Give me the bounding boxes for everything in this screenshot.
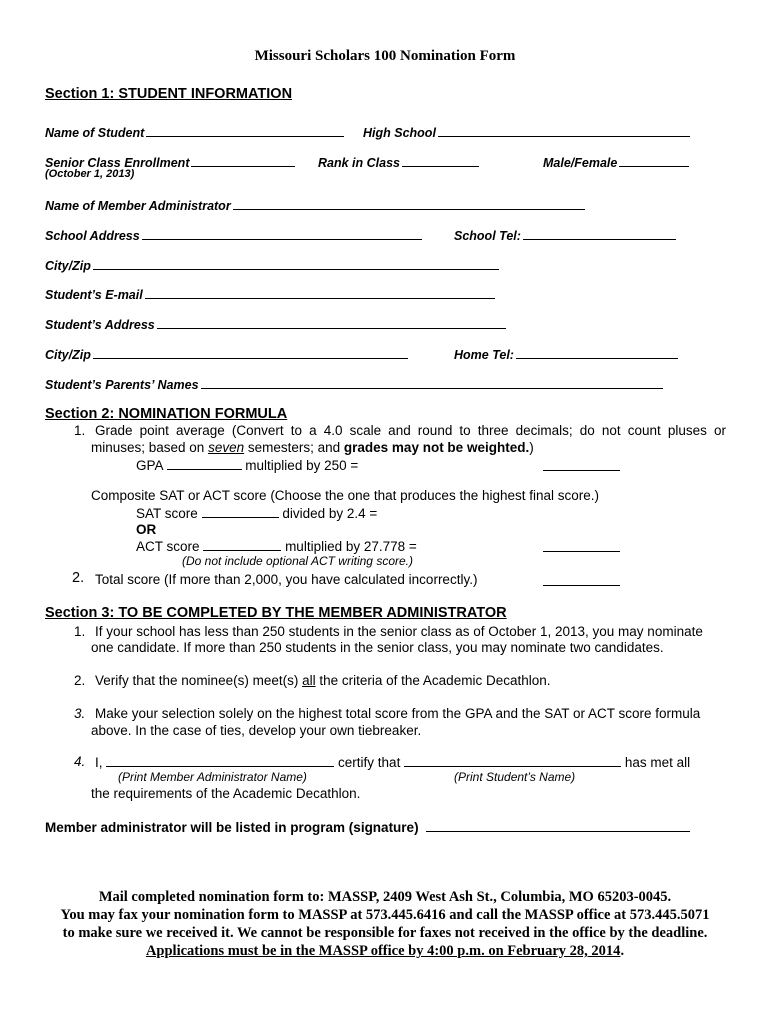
male-female-label: Male/Female [543, 156, 618, 170]
sat-input[interactable] [202, 505, 279, 518]
s3-item2-line [95, 673, 550, 688]
s3-item1-number: 1. [74, 624, 86, 639]
name-of-student-field[interactable] [45, 124, 344, 140]
student-name-input[interactable] [404, 754, 621, 767]
city-zip-label-1: City/Zip [45, 259, 91, 273]
sat-row [136, 505, 377, 521]
section1-heading: Section 1: STUDENT INFORMATION [45, 86, 293, 102]
s2-item1-seven: seven [208, 440, 245, 455]
gpa-multiplier: multiplied by 250 = [245, 458, 359, 473]
home-tel-field[interactable] [454, 346, 678, 362]
student-email-field[interactable] [45, 286, 495, 302]
city-zip-label-2: City/Zip [45, 348, 91, 362]
s3-item4-has-met: has met all [624, 755, 691, 770]
act-label: ACT score [136, 539, 200, 554]
s2-item1-bold: grades may not be weighted. [343, 440, 530, 455]
rank-in-class-field[interactable] [318, 154, 479, 170]
admin-name-input[interactable] [106, 754, 334, 767]
s2-item1-line-b [91, 440, 534, 455]
s3-item1-line-b: one candidate. If more than 250 students in the senior class, you may nominate two candidates. [91, 640, 664, 655]
footer-responsibility-line: to make sure we received it. We cannot be responsible for faxes not received in the office by the deadline. [62, 925, 708, 941]
s3-item3-line-a: Make your selection solely on the highest total score from the GPA and the SAT or ACT score formula [95, 706, 701, 721]
home-tel-label: Home Tel: [454, 348, 514, 362]
s3-item4-requirements: the requirements of the Academic Decathlon. [91, 786, 361, 801]
s2-item1-text-b1: minuses; based on [91, 440, 209, 455]
s2-item1-number: 1. [74, 423, 86, 438]
gpa-result-input[interactable] [543, 458, 620, 471]
footer-deadline-text: Applications must be in the MASSP office by 4:00 p.m. on February 28, 2014 [145, 943, 621, 959]
city-zip-field-1[interactable] [45, 257, 499, 273]
high-school-label: High School [363, 126, 436, 140]
s3-item3-line-b: above. In the case of ties, develop your own tiebreaker. [91, 723, 422, 738]
s3-item3-number: 3. [74, 706, 86, 721]
composite-instruction: Composite SAT or ACT score (Choose the one that produces the highest final score.) [91, 488, 600, 503]
student-email-label: Student’s E-mail [45, 288, 143, 302]
s3-item4-i: I, [95, 755, 103, 770]
act-multiplier: multiplied by 27.778 = [285, 539, 417, 554]
total-score-input[interactable] [543, 573, 620, 586]
act-result-input[interactable] [543, 539, 620, 552]
signature-input[interactable] [426, 819, 690, 832]
gpa-label: GPA [136, 458, 163, 473]
section2-heading: Section 2: NOMINATION FORMULA [45, 406, 288, 422]
act-input[interactable] [203, 538, 281, 551]
senior-class-enrollment-label: Senior Class Enrollment [45, 156, 190, 170]
s3-item4-number: 4. [74, 754, 86, 769]
footer-deadline-period: . [620, 943, 625, 959]
footer-mail-line: Mail completed nomination form to: MASSP, 2409 West Ash St., Columbia, MO 65203-0045. [98, 889, 672, 905]
school-address-label: School Address [45, 229, 140, 243]
student-address-field[interactable] [45, 316, 506, 332]
footer-deadline-line [0, 942, 770, 960]
name-of-student-label: Name of Student [45, 126, 145, 140]
october-date-note: (October 1, 2013) [45, 168, 135, 180]
member-admin-field[interactable] [45, 197, 585, 213]
school-address-field[interactable] [45, 227, 422, 243]
s2-item1-line-a: Grade point average (Convert to a 4.0 scale and round to three decimals; do not count pluses or [95, 423, 726, 438]
high-school-field[interactable] [363, 124, 690, 140]
city-zip-field-2[interactable] [45, 346, 408, 362]
school-tel-field[interactable] [454, 227, 676, 243]
gpa-input[interactable] [167, 457, 242, 470]
parents-names-label: Student’s Parents’ Names [45, 378, 199, 392]
signature-label: Member administrator will be listed in program (signature) [45, 820, 419, 835]
signature-row [45, 819, 690, 835]
rank-in-class-label: Rank in Class [318, 156, 400, 170]
sat-label: SAT score [136, 506, 198, 521]
act-row [136, 538, 417, 554]
student-name-note: (Print Student’s Name) [454, 770, 576, 784]
member-admin-label: Name of Member Administrator [45, 199, 231, 213]
sat-divisor: divided by 2.4 = [282, 506, 378, 521]
s2-item2-text: Total score (If more than 2,000, you have calculated incorrectly.) [95, 572, 478, 587]
s3-item2-all: all [302, 673, 316, 688]
section3-heading: Section 3: TO BE COMPLETED BY THE MEMBER ADMINISTRATOR [45, 605, 507, 621]
admin-name-note: (Print Member Administrator Name) [118, 770, 307, 784]
parents-names-field[interactable] [45, 376, 663, 392]
s3-item1-line-a: If your school has less than 250 students in the senior class as of October 1, 2013, you may nominate [95, 624, 703, 639]
school-tel-label: School Tel: [454, 229, 521, 243]
s3-item2-number: 2. [74, 673, 86, 688]
or-label: OR [136, 522, 157, 537]
male-female-field[interactable] [543, 154, 689, 170]
form-title: Missouri Scholars 100 Nomination Form [254, 48, 516, 64]
s2-item2-number: 2. [72, 570, 85, 586]
s3-item4-certify: certify that [338, 755, 401, 770]
s2-item1-text-b2: semesters; and [244, 440, 344, 455]
gpa-row [136, 457, 358, 473]
act-writing-note: (Do not include optional ACT writing score.) [182, 554, 413, 568]
footer-fax-line: You may fax your nomination form to MASSP at 573.445.6416 and call the MASSP office at 573.445.5071 [60, 907, 710, 923]
footer-block [0, 888, 770, 960]
s3-item2-text-b: the criteria of the Academic Decathlon. [315, 673, 551, 688]
student-address-label: Student’s Address [45, 318, 155, 332]
s3-item4-line [95, 754, 690, 770]
s2-item1-close: ) [529, 440, 534, 455]
s3-item2-text-a: Verify that the nominee(s) meet(s) [95, 673, 303, 688]
